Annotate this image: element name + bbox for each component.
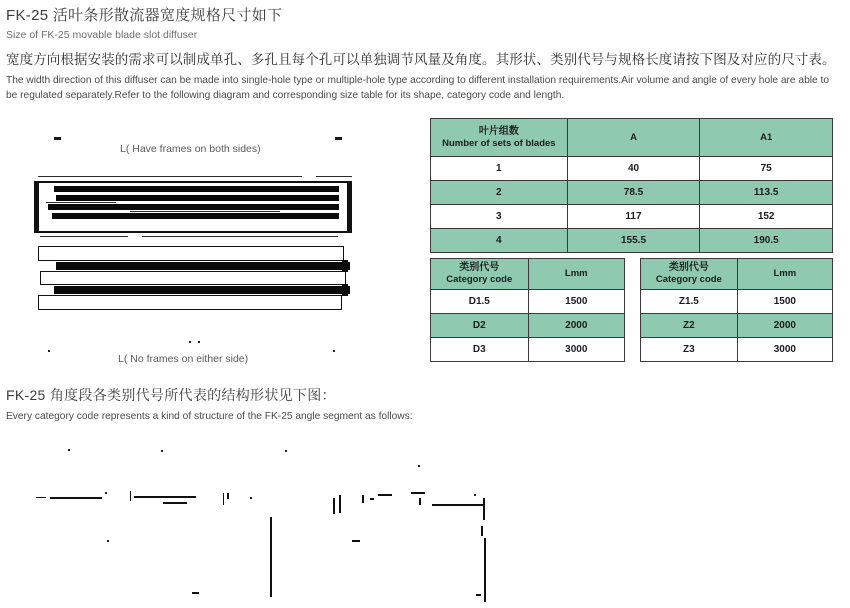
cell-category-code: D2 (431, 314, 529, 338)
drawing-foot-right (476, 594, 481, 596)
header-a-label: A (630, 131, 637, 143)
drawing-dash-d (411, 492, 425, 494)
header-column-a (567, 119, 700, 157)
diagram-caption-no-frames: L( No frames on either side) (118, 353, 249, 365)
table-row (641, 290, 833, 314)
page-title-cn: FK-25 活叶条形散流器宽度规格尺寸如下 (6, 7, 283, 24)
table-row (431, 290, 625, 314)
table-row (431, 205, 833, 229)
drawing-dash-c (378, 494, 392, 496)
registration-tick-left (54, 137, 61, 140)
cell-length: 1500 (528, 290, 624, 314)
cell-a: 117 (567, 205, 700, 229)
cell-length: 3000 (737, 338, 832, 362)
header-length-mm (737, 259, 832, 290)
cell-category-code: D3 (431, 338, 529, 362)
diagram1-blade-bar-1 (54, 186, 339, 192)
table-row (641, 338, 833, 362)
table-row (431, 181, 833, 205)
page-title-en: Size of FK-25 movable blade slot diffuser (6, 29, 198, 41)
drawing-dot-e (105, 492, 107, 494)
diagram1-blade-bar-4 (52, 213, 339, 219)
diagram2-blade-bar-1 (56, 262, 350, 270)
diagram1-lead-line-lower-left (40, 236, 128, 237)
cell-a: 40 (567, 157, 700, 181)
diagram2-blade-bar-2 (54, 286, 350, 294)
diagram1-lead-line-upper-right (316, 176, 352, 177)
registration-tick-right (335, 137, 342, 140)
table-header-row (641, 259, 833, 290)
diagram2-band-top (38, 246, 344, 261)
cell-blades: 3 (431, 205, 568, 229)
intro-paragraph-cn: 宽度方向根据安装的需求可以制成单孔、多孔且每个孔可以单独调节风量及角度。其形状、类别代号与规格长度请按下图及对应的尺寸表。 (6, 52, 836, 67)
diagram2-dot-center-b (198, 341, 200, 343)
drawing-dot-f (250, 497, 252, 499)
diagram1-right-end-cap (347, 181, 350, 233)
cell-a: 78.5 (567, 181, 700, 205)
cell-category-code: D1.5 (431, 290, 529, 314)
cell-category-code: Z1.5 (641, 290, 738, 314)
header-category-code (431, 259, 529, 290)
drawing-dash-e (419, 498, 421, 505)
section2-title-cn: FK-25 角度段各类别代号所代表的结构形状见下图： (6, 387, 336, 403)
table-header-row (431, 259, 625, 290)
cell-blades: 1 (431, 157, 568, 181)
section2-title-en: Every category code represents a kind of structure of the FK-25 angle segment as follows: (6, 411, 413, 422)
drawing-dash-b (370, 498, 374, 500)
cell-a1: 75 (700, 157, 833, 181)
diagram2-dot-left (48, 350, 50, 352)
diagram-caption-frames-both-sides: L( Have frames on both sides) (120, 143, 261, 155)
header-category-en: Category code (655, 274, 722, 285)
diagram2-edge-notch-right-bottom (342, 284, 348, 296)
diffuser-diagram-with-frames (34, 176, 352, 238)
header-blades-en: Number of sets of blades (442, 137, 556, 149)
cell-length: 2000 (737, 314, 832, 338)
header-category-cn: 类别代号 (459, 262, 500, 273)
header-blades-cn: 叶片组数 (478, 125, 519, 137)
drawing-dot-a (68, 449, 70, 451)
header-lmm-label: Lmm (564, 268, 588, 279)
drawing-bracket-left-vertical (333, 498, 335, 514)
blade-size-table (430, 118, 833, 253)
header-column-a1 (700, 119, 833, 157)
cell-blades: 4 (431, 229, 568, 253)
category-code-table-d (430, 258, 625, 362)
diagram2-band-middle (40, 271, 346, 285)
diagram2-dot-right (333, 350, 335, 352)
drawing-short-dash-center (481, 526, 483, 536)
table-row (431, 338, 625, 362)
diagram1-lead-line-upper-left (38, 176, 302, 177)
cell-length: 3000 (528, 338, 624, 362)
header-number-of-sets-of-blades (431, 119, 568, 157)
header-category-en: Category code (446, 274, 513, 285)
cell-a: 155.5 (567, 229, 700, 253)
drawing-dot-c (285, 450, 287, 452)
drawing-dot-g (474, 494, 476, 496)
cell-category-code: Z3 (641, 338, 738, 362)
table-row (431, 229, 833, 253)
drawing-leader-horizontal (432, 504, 484, 506)
drawing-corner-vertical-right (483, 498, 485, 520)
diagram2-edge-notch-right-top (342, 260, 348, 272)
table-row (431, 314, 625, 338)
cell-category-code: Z2 (641, 314, 738, 338)
drawing-bracket-left-vertical-2 (339, 495, 341, 513)
table-header-row (431, 119, 833, 157)
header-lmm-label: Lmm (773, 268, 797, 279)
diagram1-lead-line-lower-right (142, 236, 338, 237)
category-code-table-z (640, 258, 833, 362)
drawing-dot-h (107, 540, 109, 542)
table-row (641, 314, 833, 338)
drawing-hairline-3 (130, 491, 131, 501)
drawing-hairline-4 (134, 496, 196, 498)
drawing-dot-d (418, 465, 420, 467)
drawing-hairline-2 (50, 497, 102, 499)
diagram1-inner-hairline-a (46, 202, 116, 203)
intro-en-line-2: be regulated separately.Refer to the following diagram and corresponding size table for its shape, category code and length. (6, 89, 565, 101)
diagram1-blade-bar-2 (56, 195, 339, 201)
cell-a1: 152 (700, 205, 833, 229)
drawing-long-vertical-left (270, 517, 272, 597)
drawing-vertical-tick-a (223, 493, 224, 505)
drawing-vertical-tick-b (227, 493, 229, 499)
drawing-dot-b (161, 450, 163, 452)
header-length-mm (528, 259, 624, 290)
drawing-hairline-1 (36, 497, 46, 498)
cell-blades: 2 (431, 181, 568, 205)
diagram2-dot-center-a (189, 341, 191, 343)
drawing-foot-left (192, 592, 199, 594)
cell-a1: 190.5 (700, 229, 833, 253)
cell-length: 2000 (528, 314, 624, 338)
diagram1-left-end-cap (36, 181, 39, 233)
table-row (431, 157, 833, 181)
diagram1-blade-bar-3 (48, 204, 339, 210)
header-a1-label: A1 (760, 131, 773, 143)
drawing-hairline-5 (163, 502, 187, 504)
intro-paragraph-en (6, 74, 838, 103)
intro-en-line-1: The width direction of this diffuser can be made into single-hole type or multiple-hole type according to different installation requirements.Air volume and angle of every hole are able to (6, 75, 830, 86)
diffuser-diagram-no-frames (38, 246, 350, 318)
cell-a1: 113.5 (700, 181, 833, 205)
header-category-code (641, 259, 738, 290)
drawing-dash-a (362, 495, 364, 503)
diagram1-inner-hairline-b (130, 211, 280, 212)
drawing-long-vertical-right (484, 538, 486, 602)
cell-length: 1500 (737, 290, 832, 314)
diagram2-band-bottom (38, 295, 342, 310)
drawing-tick-center (352, 540, 360, 542)
header-category-cn: 类别代号 (668, 262, 709, 273)
